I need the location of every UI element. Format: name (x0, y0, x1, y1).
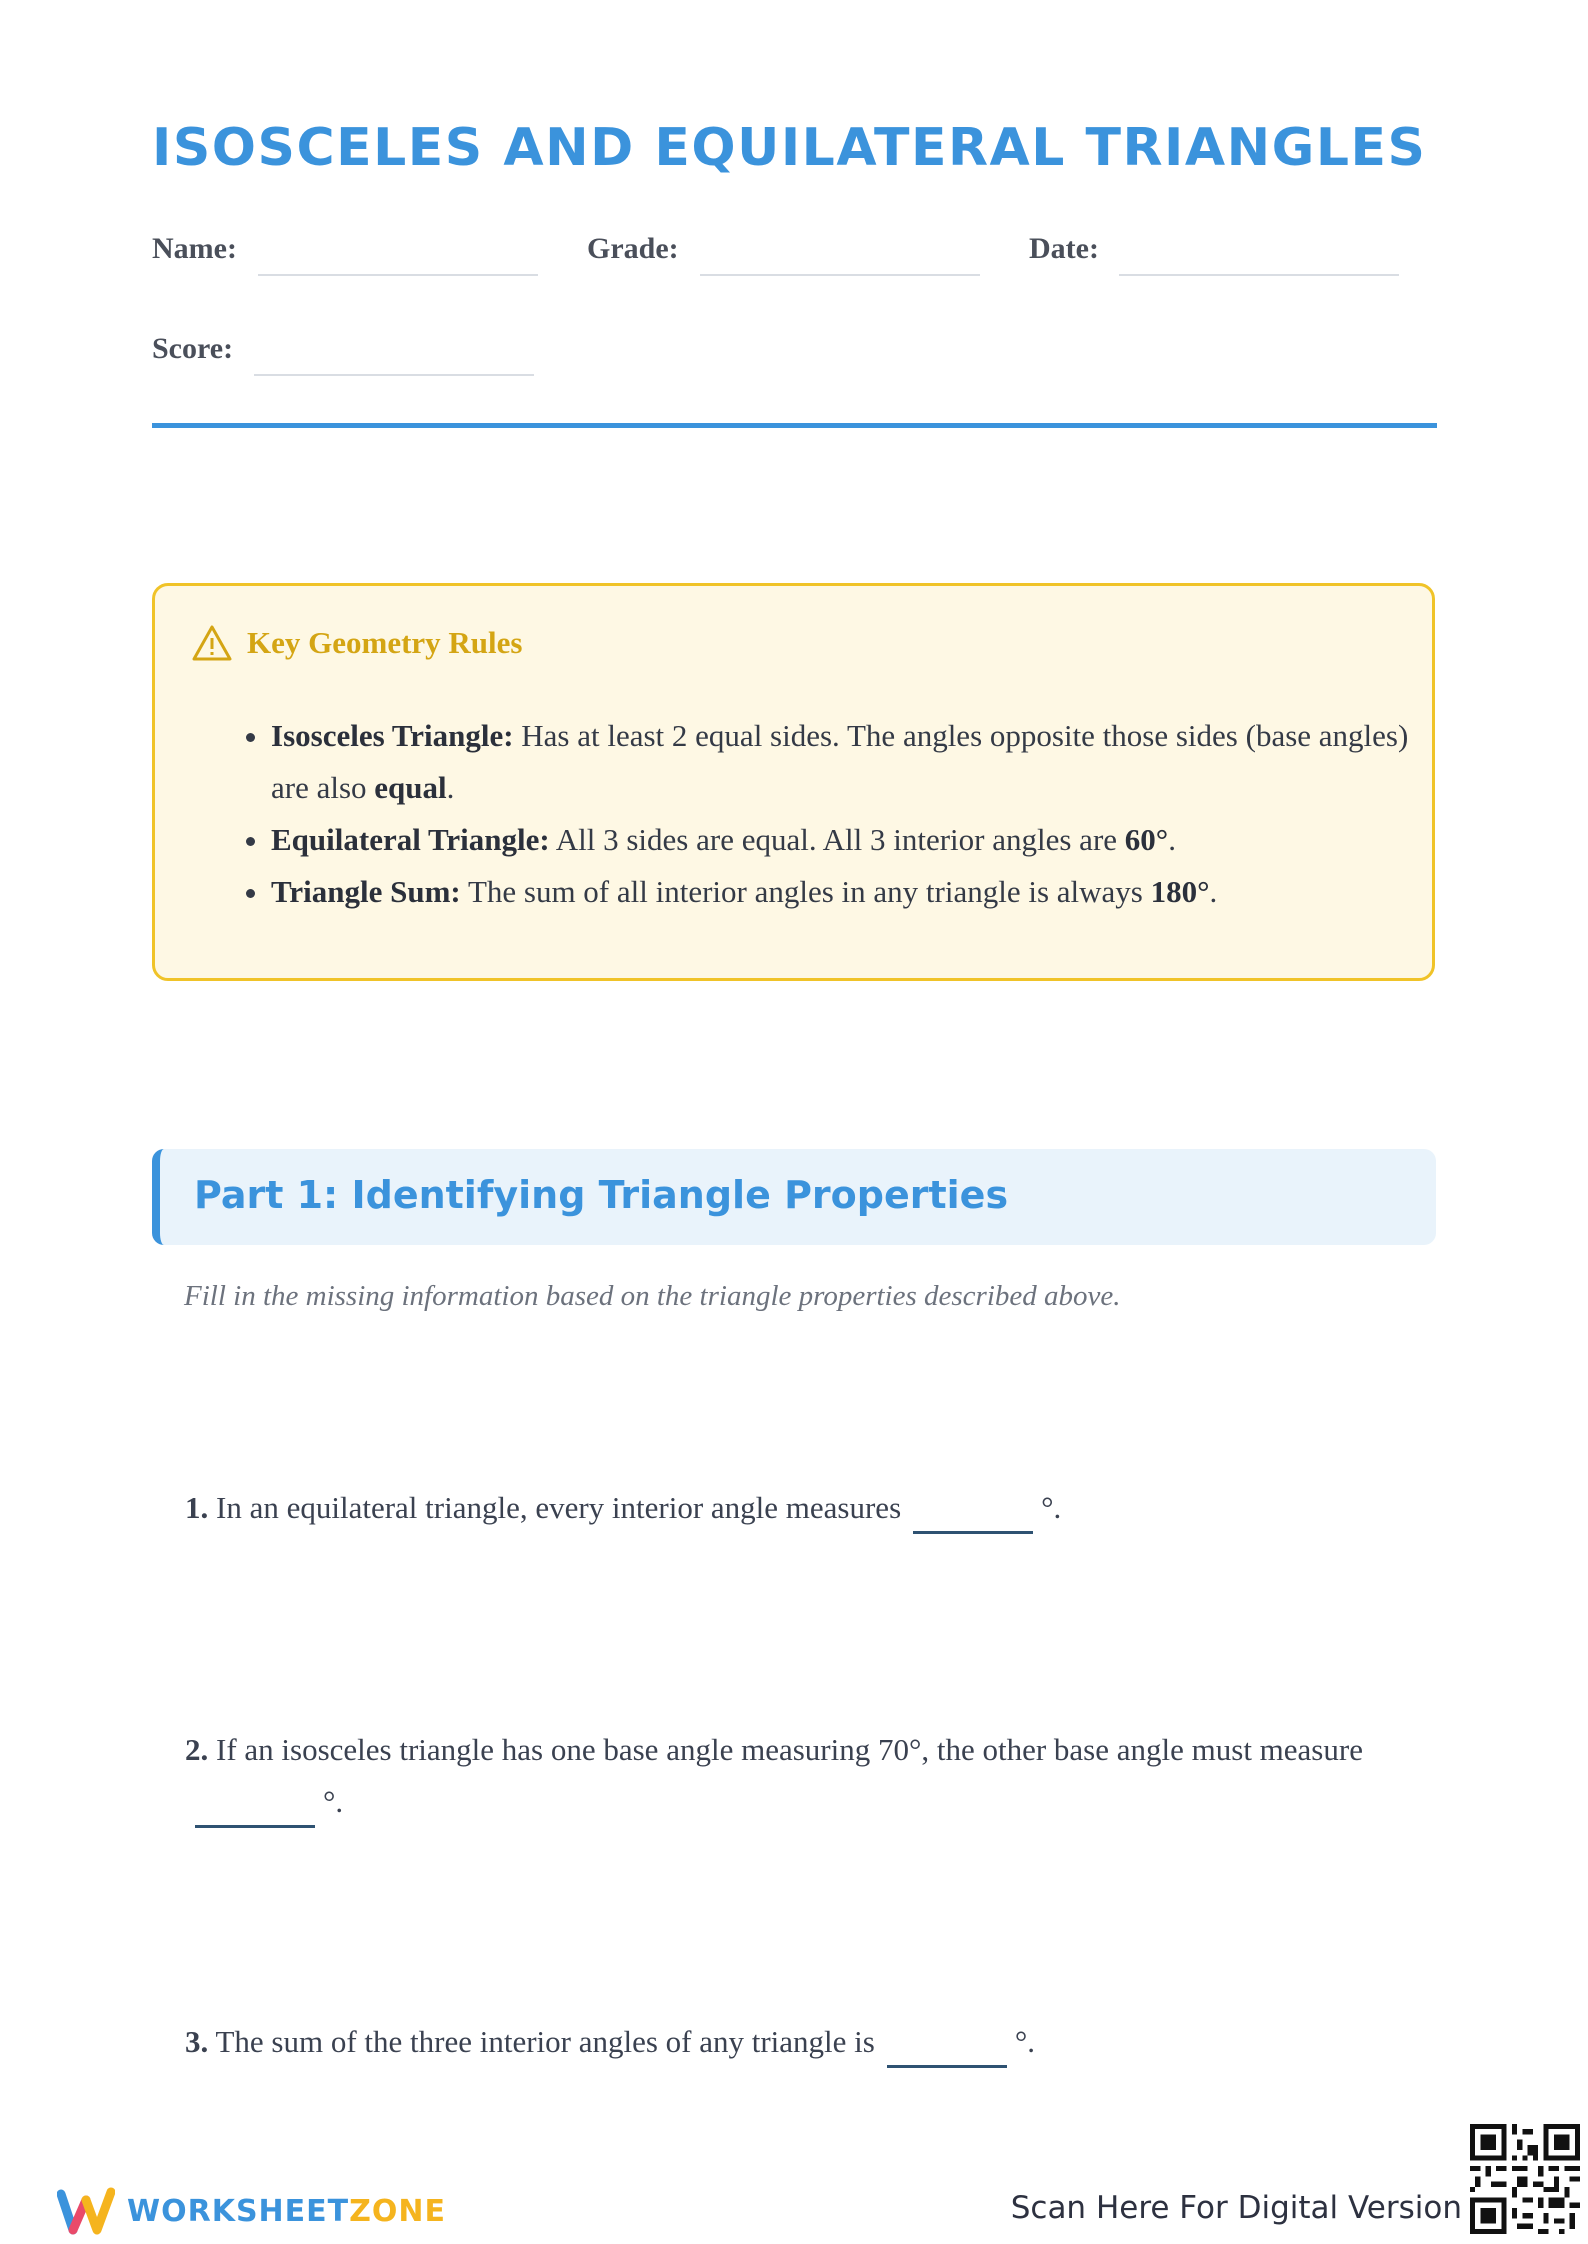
part1-instructions: Fill in the missing information based on the triangle properties described above. (184, 1280, 1121, 1312)
name-label: Name: (152, 232, 237, 265)
rule-item-equilateral (271, 814, 1431, 866)
scan-text: Scan Here For Digital Version (1010, 2190, 1462, 2226)
question-suffix: °. (1014, 2024, 1036, 2059)
rule-item-triangle-sum (271, 866, 1431, 918)
question-1 (185, 1482, 1435, 1534)
key-rules-box (152, 583, 1435, 981)
grade-label: Grade: (587, 232, 679, 265)
rule-term: Equilateral Triangle: (271, 822, 550, 857)
brand-part-worksheet: WORKSHEET (127, 2193, 350, 2229)
rules-header (191, 624, 522, 662)
question-text: In an equilateral triangle, every interior angle measures (216, 1490, 902, 1525)
date-input-line[interactable] (1119, 274, 1399, 276)
rule-term: Isosceles Triangle: (271, 718, 514, 753)
part1-title: Part 1: Identifying Triangle Properties (194, 1173, 1009, 1217)
qr-code-icon[interactable] (1470, 2124, 1580, 2234)
question-suffix: °. (1041, 1490, 1062, 1525)
rule-term: Triangle Sum: (271, 874, 461, 909)
grade-input-line[interactable] (700, 274, 980, 276)
question-number: 1. (185, 1490, 209, 1525)
brand-part-zone: ZONE (349, 2193, 446, 2229)
rule-end: . (1168, 822, 1176, 857)
answer-blank[interactable] (887, 2027, 1007, 2068)
question-suffix: °. (323, 1784, 344, 1819)
score-input-line[interactable] (254, 374, 534, 376)
score-field (152, 332, 233, 366)
header-divider (152, 423, 1437, 428)
question-number: 2. (185, 1732, 209, 1767)
name-input-line[interactable] (258, 274, 538, 276)
question-text: If an isosceles triangle has one base angle measuring 70°, the other base angle must measure (216, 1732, 1363, 1767)
worksheet-title: ISOSCELES AND EQUILATERAL TRIANGLES (152, 118, 1427, 178)
rule-end: . (1209, 874, 1218, 909)
rule-text: All 3 sides are equal. All 3 interior angles are (549, 822, 1125, 857)
name-field (152, 232, 237, 266)
rule-text: Has at least 2 equal sides. The angles opposite those sides (base angles) are also (271, 718, 1409, 805)
question-number: 3. (185, 2024, 209, 2059)
rules-heading: Key Geometry Rules (247, 625, 523, 660)
rule-end: . (446, 770, 455, 805)
part1-header (152, 1149, 1436, 1245)
answer-blank[interactable] (913, 1493, 1033, 1534)
rule-text: The sum of all interior angles in any triangle is always (460, 874, 1151, 909)
rule-emphasis: equal (374, 770, 447, 805)
date-label: Date: (1029, 232, 1099, 265)
rule-item-isosceles (271, 710, 1431, 814)
grade-field (587, 232, 679, 266)
question-2 (185, 1724, 1435, 1828)
warning-triangle-icon (191, 624, 233, 662)
worksheetzone-logo[interactable] (57, 2186, 446, 2236)
score-label: Score: (152, 332, 234, 365)
worksheetzone-w-icon (57, 2186, 115, 2236)
rule-emphasis: 180° (1150, 874, 1210, 909)
rule-emphasis: 60° (1124, 822, 1169, 857)
date-field (1029, 232, 1099, 266)
rules-list (235, 710, 1431, 918)
question-text: The sum of the three interior angles of any triangle is (215, 2024, 875, 2059)
question-3 (185, 2016, 1435, 2068)
brand-name (127, 2194, 446, 2229)
answer-blank[interactable] (195, 1787, 315, 1828)
